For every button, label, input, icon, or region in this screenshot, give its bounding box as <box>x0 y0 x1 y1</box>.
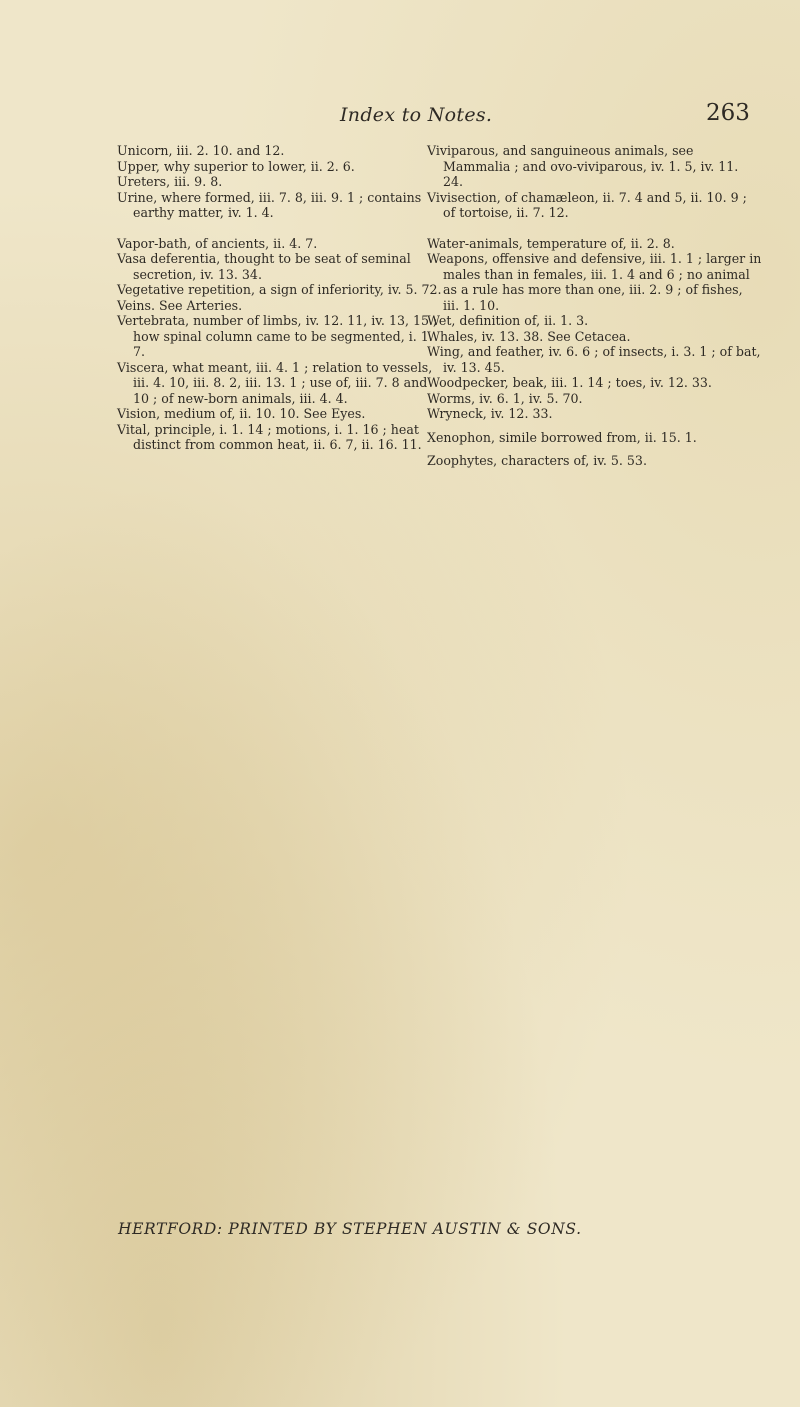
index-entry-vasa-deferentia: Vasa deferentia, thought to be seat of seminal secretion, iv. 13. 34. <box>117 251 411 282</box>
section-gap <box>427 422 762 430</box>
index-entry-whales: Whales, iv. 13. 38. See Cetacea. <box>427 328 631 344</box>
index-entry-ureters: Ureters, iii. 9. 8. <box>117 174 223 189</box>
index-entry-wryneck: Wryneck, iv. 12. 33. <box>427 406 553 421</box>
index-entry-wet: Wet, definition of, ii. 1. 3. <box>427 313 589 328</box>
index-entry-zoophytes: Zoophytes, characters of, iv. 5. 53. <box>427 453 647 468</box>
index-entry-vegetative-repetition: Vegetative repetition, a sign of inferiority, iv. 5. 72. <box>117 282 442 297</box>
index-entry-vital: Vital, principle, i. 1. 14 ; motions, i. 1. 16 ; heat distinct from common heat, ii. 6. 7, ii. 16. 11. <box>117 421 422 452</box>
index-entry-vapor-bath: Vapor-bath, of ancients, ii. 4. 7. <box>117 235 318 251</box>
index-column-left <box>117 143 447 453</box>
page-number: 263 <box>706 100 750 126</box>
index-entry-wing: Wing, and feather, iv. 6. 6 ; of insects, i. 3. 1 ; of bat, iv. 13. 45. <box>427 344 761 375</box>
index-entry-xenophon: Xenophon, simile borrowed from, ii. 15. 1. <box>427 429 697 445</box>
index-entry-unicorn: Unicorn, iii. 2. 10. and 12. <box>117 143 285 158</box>
index-entry-vertebrata: Vertebrata, number of limbs, iv. 12. 11, iv. 13, 15 ; how spinal column came to be segmented, i. 1. 7. <box>117 313 438 359</box>
index-column-right <box>427 143 762 469</box>
index-entry-viviparous: Viviparous, and sanguineous animals, see Mammalia ; and ovo-viviparous, iv. 1. 5, iv. 11. 24. <box>427 143 739 189</box>
index-entry-vision: Vision, medium of, ii. 10. 10. See Eyes. <box>117 406 366 421</box>
index-entry-urine: Urine, where formed, iii. 7. 8, iii. 9. 1 ; contains earthy matter, iv. 1. 4. <box>117 189 422 220</box>
index-entry-weapons: Weapons, offensive and defensive, iii. 1. 1 ; larger in males than in females, iii. 1. 4 and 6 ; no animal as a rule has more than one, iii. 2. 9 ; of fishes, iii. 1. 10. <box>427 251 762 313</box>
section-gap <box>117 221 447 236</box>
index-entry-veins: Veins. See Arteries. <box>117 297 243 313</box>
section-gap <box>427 221 762 236</box>
running-title: Index to Notes. <box>340 104 493 126</box>
index-entry-woodpecker: Woodpecker, beak, iii. 1. 14 ; toes, iv. 12. 33. <box>427 375 712 390</box>
index-entry-upper: Upper, why superior to lower, ii. 2. 6. <box>117 158 355 174</box>
section-gap <box>427 445 762 453</box>
index-entry-viscera: Viscera, what meant, iii. 4. 1 ; relation to vessels, iii. 4. 10, iii. 8. 2, iii. 13. 1 ; use of, iii. 7. 8 and 10 ; of new-born animals, iii. 4. 4. <box>117 359 433 406</box>
index-entry-worms: Worms, iv. 6. 1, iv. 5. 70. <box>427 390 583 406</box>
page-header <box>0 98 800 134</box>
index-entry-vivisection: Vivisection, of chamæleon, ii. 7. 4 and 5, ii. 10. 9 ; of tortoise, ii. 7. 12. <box>427 189 747 220</box>
index-entry-water-animals: Water-animals, temperature of, ii. 2. 8. <box>427 235 675 251</box>
printer-imprint: HERTFORD: PRINTED BY STEPHEN AUSTIN & SONS. <box>118 1220 582 1238</box>
